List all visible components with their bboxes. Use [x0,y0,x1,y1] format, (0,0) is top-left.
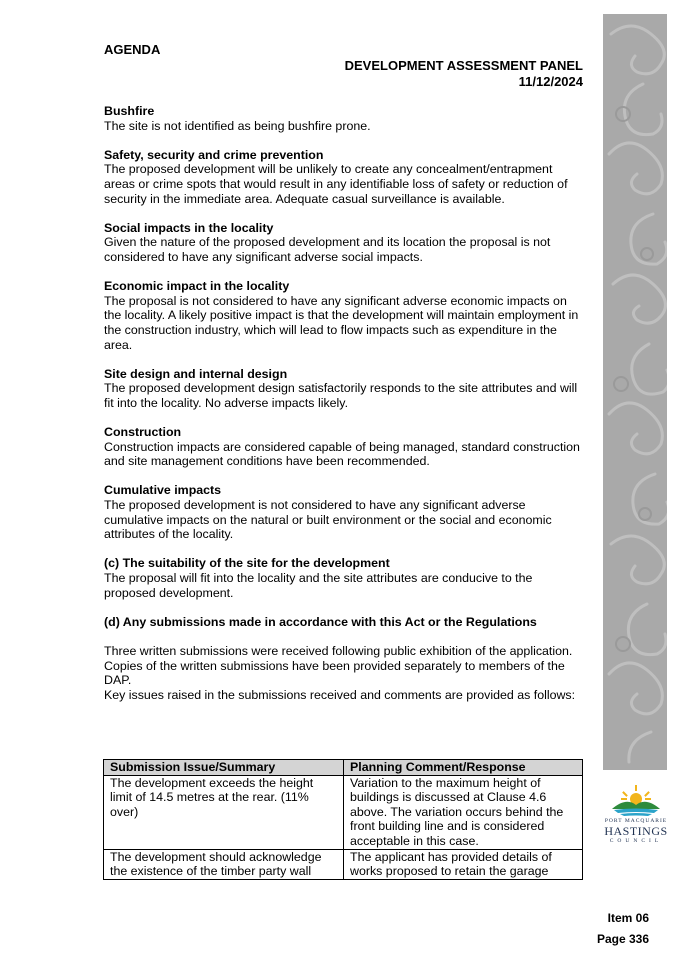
submissions-table [103,759,583,880]
section-title: Bushfire [104,104,155,118]
section-economic-impact [104,279,586,352]
logo-text-hastings: HASTINGS [604,824,668,838]
section-cumulative-impacts [104,483,586,541]
paragraph: Key issues raised in the submissions received and comments are provided as follows: [104,687,576,702]
section-submissions [104,615,586,630]
section-title: Social impacts in the locality [104,220,274,235]
page-header [345,58,583,90]
section-title: Site design and internal design [104,366,288,381]
meeting-date: 11/12/2024 [518,74,583,89]
section-social-impacts [104,221,586,265]
decorative-side-band [603,14,667,770]
council-logo [602,783,670,845]
column-header: Submission Issue/Summary [104,760,344,776]
section-text: The proposal will fit into the locality and the site attributes are conducive to the proposed development. [104,571,533,600]
section-text: The proposed development is not considered to have any significant adverse cumulative impacts on the natural or built environment or the social and economic attributes of the locality. [104,498,552,542]
agenda-label: AGENDA [104,42,161,57]
section-safety [104,148,586,206]
paragraph: Three written submissions were received following public exhibition of the application. Copies of the written submissions have been provided separately to members of the DAP. [104,643,573,688]
table-header-row [104,760,583,776]
section-text: Construction impacts are considered capable of being managed, standard construction and site management conditions have been recommended. [104,439,580,469]
section-bushfire [104,104,586,133]
table-cell: Variation to the maximum height of buildings is discussed at Clause 4.6 above. The variation occurs behind the front building line and is considered acceptable in this case. [344,775,583,849]
logo-text-council: COUNCIL [609,838,663,844]
section-text: Given the nature of the proposed development and its location the proposal is not considered to have any significant adverse social impacts. [104,235,551,264]
report-body [104,104,586,702]
section-text: The proposed development will be unlikely to create any concealment/entrapment areas or crime spots that would result in any identifiable loss of safety or reduction of security in the immediate area. Adequate casual surveillance is available. [104,162,568,206]
table-row [104,775,583,849]
section-site-suitability [104,556,586,600]
item-number: Item 06 [607,911,649,925]
section-title: Safety, security and crime prevention [104,147,324,162]
table-cell: The applicant has provided details of works proposed to retain the garage [344,849,583,879]
section-title: (c) The suitability of the site for the development [104,556,390,571]
page-number: Page 336 [596,932,649,946]
panel-title: DEVELOPMENT ASSESSMENT PANEL [344,58,583,73]
swirl-pattern [603,14,667,770]
section-text: The proposed development design satisfactorily responds to the site attributes and will fit into the locality. No adverse impacts likely. [104,381,578,410]
section-title: Economic impact in the locality [104,279,290,294]
section-title: (d) Any submissions made in accordance with this Act or the Regulations [104,614,537,629]
sun-landscape-icon [602,783,670,819]
table-cell: The development exceeds the height limit of 14.5 metres at the rear. (11% over) [104,775,344,849]
section-text: The proposal is not considered to have any significant adverse economic impacts on the locality. A likely positive impact is that the development will maintain employment in the construction industry, which will lead to flow impacts such as expenditure in the area. [104,293,579,352]
section-title: Cumulative impacts [104,483,222,498]
section-title: Construction [104,425,182,440]
section-text: The site is not identified as being bushfire prone. [104,118,371,133]
table-cell: The development should acknowledge the existence of the timber party wall [104,849,344,879]
section-construction [104,425,586,469]
column-header: Planning Comment/Response [344,760,583,776]
section-site-design [104,367,586,411]
table-row [104,849,583,879]
logo-text-port: PORT MACQUARIE [604,818,668,824]
